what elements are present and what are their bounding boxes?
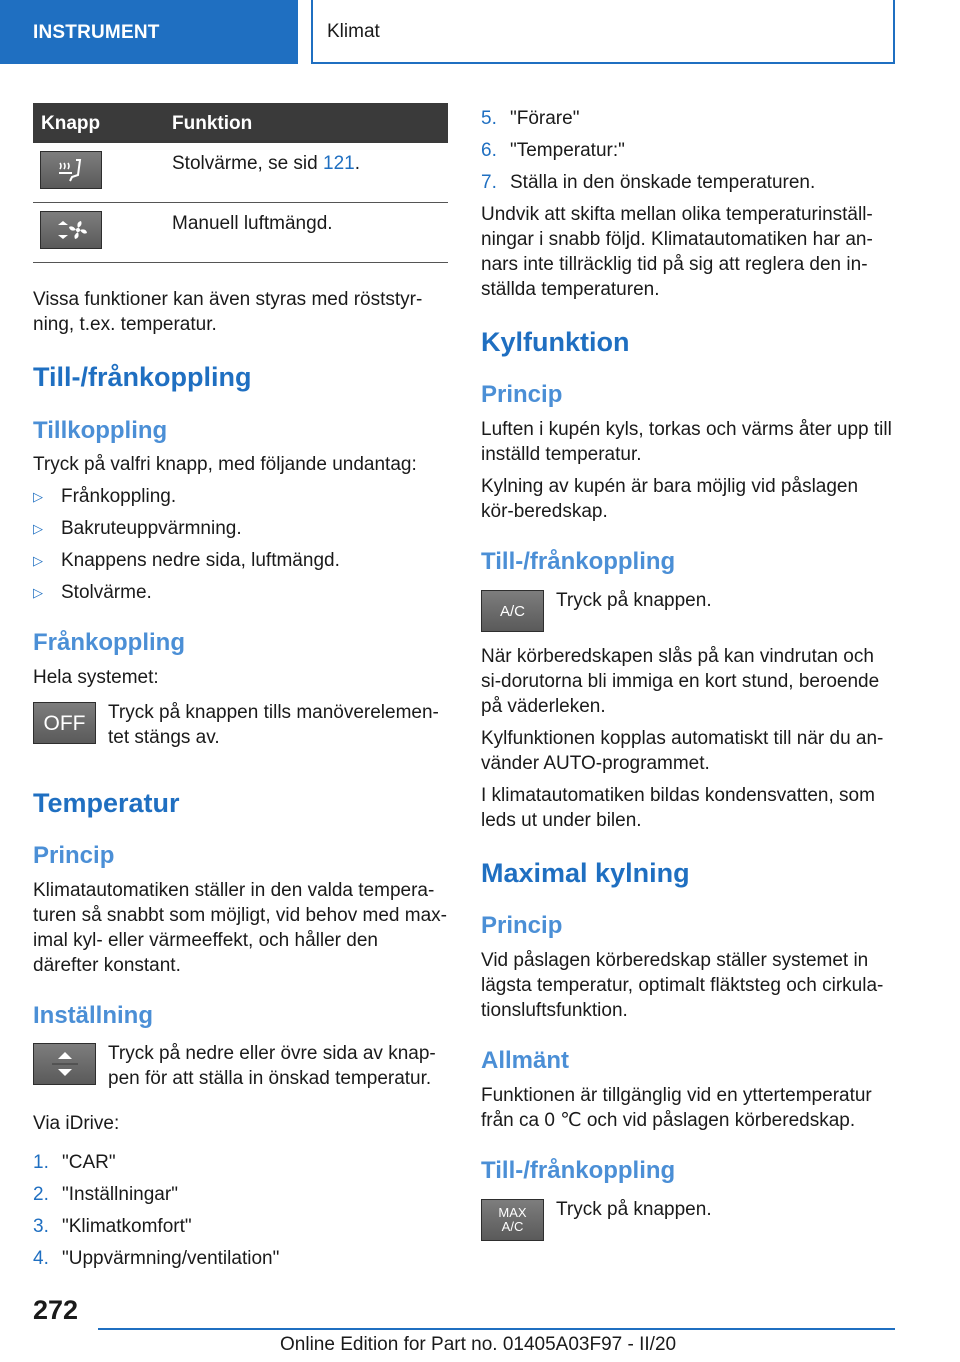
table-header-function: Funktion	[164, 103, 448, 143]
cooling-paragraph: Luften i kupén kyls, torkas och värms åter upp till inställd temperatur.	[481, 419, 892, 465]
cooling-paragraph: Kylning av kupén är bara möjlig vid påslagen kör-beredskap.	[481, 476, 859, 522]
triangle-bullet-icon: ▷	[33, 585, 43, 600]
list-item: 7. Ställa in den önskade temperaturen.	[481, 172, 816, 193]
list-item: ▷ Frånkoppling.	[33, 486, 177, 507]
list-item: 5. "Förare"	[481, 108, 580, 129]
table-cell-function: Stolvärme, se sid 121.	[164, 143, 448, 203]
max-cooling-paragraph: Funktionen är tillgänglig vid en yttertemperatur från ca 0 ℃ och vid påslagen körberedskap.	[481, 1085, 872, 1131]
heading-on-off: Till-/frånkoppling	[481, 548, 676, 575]
edition-text: Online Edition for Part no. 01405A03F97 - II/20	[280, 1334, 677, 1355]
button-function-table	[33, 103, 448, 263]
off-button-icon: OFF	[33, 702, 96, 744]
table-cell-function: Manuell luftmängd.	[164, 203, 448, 263]
cooling-paragraph: Kylfunktionen kopplas automatiskt till när du an-vänder AUTO-programmet.	[481, 728, 884, 774]
temperature-rocker-icon	[33, 1043, 96, 1085]
triangle-bullet-icon: ▷	[33, 489, 43, 504]
ac-button-icon: A/C	[481, 590, 544, 632]
heading-on-off: Till-/frånkoppling	[33, 362, 252, 392]
heading-cooling: Kylfunktion	[481, 327, 630, 357]
off-instruction-row	[33, 700, 448, 750]
triangle-bullet-icon: ▷	[33, 521, 43, 536]
page-number: 272	[33, 1295, 79, 1325]
principle-text: Klimatautomatiken ställer in den valda tempera-turen så snabbt som möjligt, vid behov med max-imal kyl- eller värmeeffekt, och håller den därefter konstant.	[33, 880, 447, 976]
heading-principle: Princip	[481, 912, 563, 939]
list-item: ▷ Knappens nedre sida, luftmängd.	[33, 550, 340, 571]
table-header-row	[33, 103, 448, 143]
heading-principle: Princip	[33, 842, 115, 869]
table-row	[33, 203, 448, 263]
idrive-steps-right	[481, 106, 896, 202]
ac-instruction-row	[481, 588, 896, 632]
switch-off-text: Hela systemet:	[33, 667, 159, 688]
table-cell-icon	[33, 203, 164, 263]
max-ac-button-icon: MAX A/C	[481, 1199, 544, 1241]
section-tab	[0, 0, 298, 64]
setting-instruction-row	[33, 1041, 448, 1091]
max-cooling-paragraph: Vid påslagen körberedskap ställer systemet in lägsta temperatur, optimalt fläktsteg och cirkula-tionsluftsfunktion.	[481, 950, 884, 1021]
cooling-paragraph: När körberedskapen slås på kan vindrutan och si-dorutorna bli immiga en kort stund, beroende på väderleken.	[481, 646, 880, 717]
note-paragraph: Undvik att skifta mellan olika temperaturinställ-ningar i snabb följd. Klimatautomatiken har an-nars inte tillräcklig tid på sig att reglera den in-ställda temperaturen.	[481, 204, 873, 300]
idrive-label: Via iDrive:	[33, 1113, 120, 1134]
heading-on-off: Till-/frånkoppling	[481, 1157, 676, 1184]
list-item: 3. "Klimatkomfort"	[33, 1216, 192, 1237]
heading-max-cooling: Maximal kylning	[481, 858, 690, 888]
heading-switch-off: Frånkoppling	[33, 629, 185, 656]
heading-general: Allmänt	[481, 1047, 570, 1074]
heading-temperature: Temperatur	[33, 788, 180, 818]
ac-instruction: Tryck på knappen.	[556, 590, 712, 611]
list-item: 2. "Inställningar"	[33, 1184, 178, 1205]
chapter-tab	[311, 0, 895, 64]
chapter-title: Klimat	[327, 20, 380, 42]
list-item: ▷ Bakruteuppvärmning.	[33, 518, 242, 539]
exceptions-list	[33, 484, 448, 612]
fan-speed-icon	[40, 211, 102, 249]
list-item: 4. "Uppvärmning/ventilation"	[33, 1248, 280, 1269]
setting-instruction: Tryck på nedre eller övre sida av knap-pen för att ställa in önskad temperatur.	[108, 1043, 436, 1089]
list-item: 6. "Temperatur:"	[481, 140, 625, 161]
triangle-bullet-icon: ▷	[33, 553, 43, 568]
section-title: INSTRUMENT	[33, 21, 160, 43]
heading-principle: Princip	[481, 381, 563, 408]
table-cell-icon	[33, 143, 164, 203]
list-item: ▷ Stolvärme.	[33, 582, 152, 603]
list-item: 1. "CAR"	[33, 1152, 116, 1173]
heading-setting: Inställning	[33, 1002, 153, 1029]
max-ac-instruction: Tryck på knappen.	[556, 1199, 712, 1220]
off-instruction: Tryck på knappen tills manöverelemen-tet stängs av.	[108, 702, 439, 748]
max-ac-instruction-row	[481, 1197, 896, 1241]
table-header-button: Knapp	[33, 103, 164, 143]
idrive-steps-left	[33, 1150, 448, 1278]
switch-on-text: Tryck på valfri knapp, med följande undantag:	[33, 454, 417, 475]
page-link[interactable]: 121	[323, 153, 355, 174]
cooling-paragraph: I klimatautomatiken bildas kondensvatten, som leds ut under bilen.	[481, 785, 875, 831]
seat-heating-icon	[40, 151, 102, 189]
heading-switch-on: Tillkoppling	[33, 417, 168, 444]
table-row	[33, 143, 448, 203]
footer-divider	[98, 1328, 895, 1330]
intro-paragraph: Vissa funktioner kan även styras med röststyr-ning, t.ex. temperatur.	[33, 289, 423, 335]
